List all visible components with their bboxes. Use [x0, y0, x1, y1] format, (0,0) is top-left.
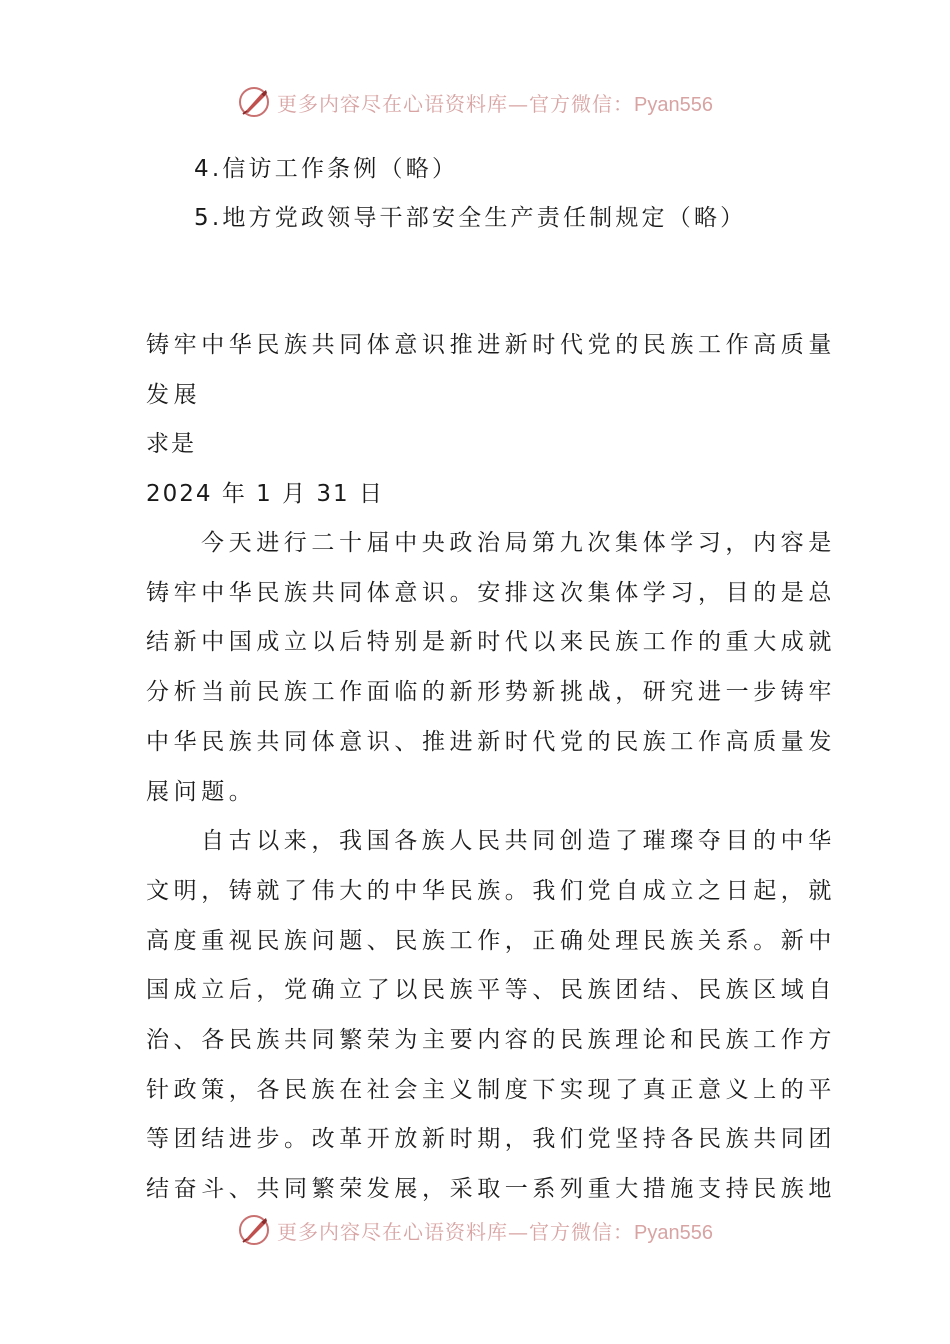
watermark-header — [0, 82, 950, 122]
article-source: 求是 — [146, 431, 196, 457]
article-title-line: 铸牢中华民族共同体意识推进新时代党的民族工作高质量 — [146, 332, 836, 358]
quill-logo-icon — [237, 1213, 271, 1247]
article-title — [146, 321, 836, 420]
paragraph-line: 国成立后，党确立了以民族平等、民族团结、民族区域自 — [146, 977, 836, 1004]
watermark-text: 更多内容尽在心语资料库—官方微信：Pyan556 — [277, 1219, 713, 1244]
paragraph-line: 中华民族共同体意识、推进新时代党的民族工作高质量发 — [146, 728, 836, 755]
paragraph-line: 文明，铸就了伟大的中华民族。我们党自成立之日起，就 — [146, 877, 836, 904]
article-date: 2024 年 1 月 31 日 — [146, 480, 384, 507]
paragraph-line: 针政策，各民族在社会主义制度下实现了真正意义上的平 — [146, 1076, 836, 1103]
watermark-handle: Pyan556 — [634, 93, 713, 116]
paragraph-line: 展问题。 — [146, 778, 257, 805]
list-item-4: 4.信访工作条例（略） — [194, 156, 459, 182]
paragraph-line: 铸牢中华民族共同体意识。安排这次集体学习，目的是总 — [146, 579, 836, 606]
watermark-handle: Pyan556 — [634, 1221, 713, 1244]
article-title-line: 发展 — [146, 381, 202, 408]
paragraph-line: 等团结进步。改革开放新时期，我们党坚持各民族共同团 — [146, 1126, 836, 1153]
paragraph-line: 结新中国成立以后特别是新时代以来民族工作的重大成就 — [146, 629, 836, 656]
watermark-footer — [0, 1210, 950, 1250]
paragraph-2 — [146, 817, 836, 1215]
paragraph-line: 分析当前民族工作面临的新形势新挑战，研究进一步铸牢 — [146, 679, 836, 706]
paragraph-line: 结奋斗、共同繁荣发展，采取一系列重大措施支持民族地 — [146, 1176, 836, 1203]
paragraph-line: 高度重视民族问题、民族工作，正确处理民族关系。新中 — [146, 927, 836, 954]
quill-logo-icon — [237, 85, 271, 119]
paragraph-line: 自古以来，我国各族人民共同创造了璀璨夺目的中华 — [201, 828, 836, 855]
paragraph-line: 今天进行二十届中央政治局第九次集体学习，内容是 — [201, 530, 836, 556]
list-item-5: 5.地方党政领导干部安全生产责任制规定（略） — [194, 205, 747, 231]
document-body — [146, 145, 836, 1215]
watermark-text: 更多内容尽在心语资料库—官方微信：Pyan556 — [277, 91, 713, 116]
paragraph-line: 治、各民族共同繁荣为主要内容的民族理论和民族工作方 — [146, 1027, 836, 1054]
paragraph-1 — [146, 519, 836, 817]
section-gap — [146, 243, 806, 321]
